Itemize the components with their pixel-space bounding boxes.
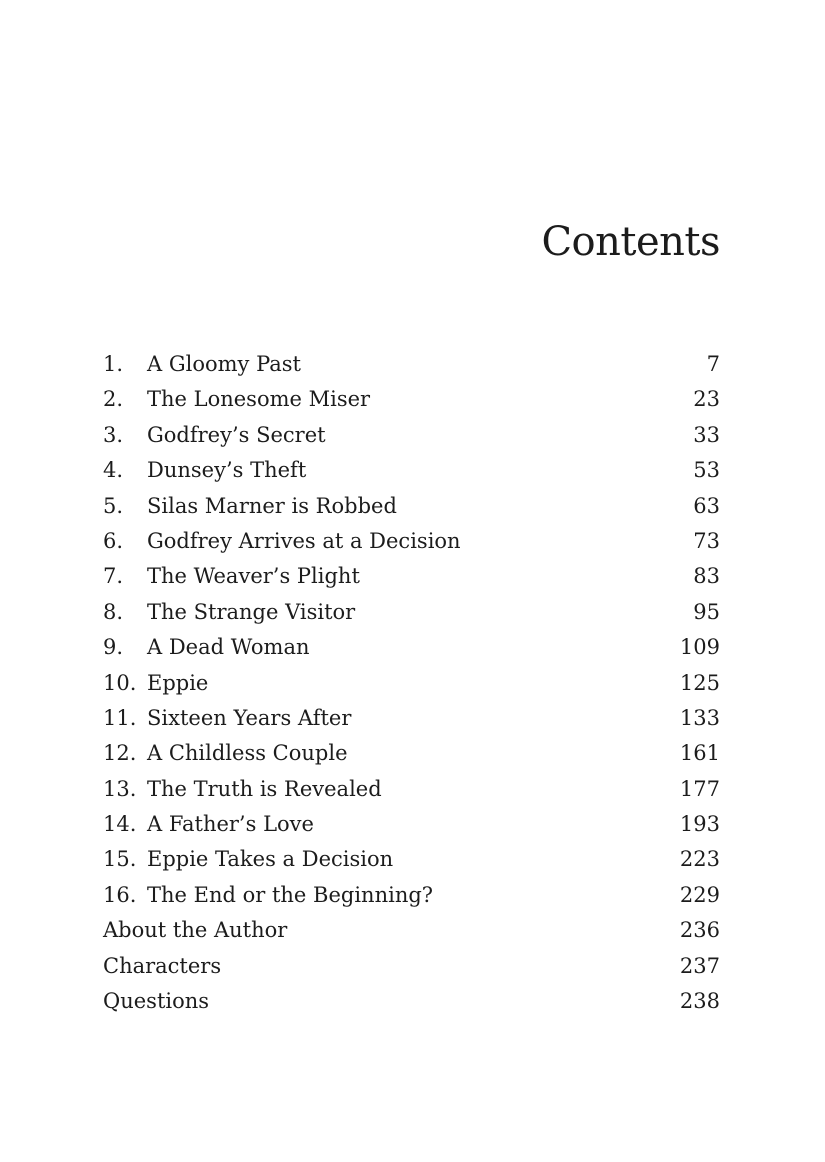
page-number: 223: [679, 847, 720, 872]
toc-entry[interactable]: [103, 489, 720, 524]
page-number: 193: [679, 812, 720, 837]
chapter-number: 13.: [103, 776, 137, 801]
page-number: 237: [679, 953, 720, 978]
page-number: 95: [693, 599, 720, 624]
page-number: 23: [693, 387, 720, 412]
back-matter-title: Questions: [103, 989, 210, 1014]
page-number: 63: [693, 493, 720, 518]
toc-entry-back-matter[interactable]: [103, 949, 720, 984]
toc-entry[interactable]: [103, 595, 720, 630]
chapter-title: Sixteen Years After: [147, 705, 352, 730]
page-number: 161: [679, 741, 720, 766]
toc-entry[interactable]: [103, 418, 720, 453]
chapter-number: 14.: [103, 812, 137, 837]
back-matter-title: Characters: [103, 953, 222, 978]
toc-entry-back-matter[interactable]: [103, 913, 720, 948]
chapter-number: 8.: [103, 599, 124, 624]
toc-entry[interactable]: [103, 701, 720, 736]
chapter-number: 2.: [103, 387, 124, 412]
toc-entry[interactable]: [103, 842, 720, 877]
page-number: 109: [679, 635, 720, 660]
toc-entry-back-matter[interactable]: [103, 984, 720, 1019]
page-number: 229: [679, 882, 720, 907]
toc-entry[interactable]: [103, 807, 720, 842]
page-number: 177: [679, 776, 720, 801]
page-number: 53: [693, 458, 720, 483]
toc-entry[interactable]: [103, 666, 720, 701]
chapter-number: 16.: [103, 882, 137, 907]
page-number: 236: [679, 918, 720, 943]
chapter-title: A Dead Woman: [147, 635, 310, 660]
toc-entry[interactable]: [103, 347, 720, 382]
toc-entry[interactable]: [103, 772, 720, 807]
chapter-title: Silas Marner is Robbed: [147, 493, 397, 518]
chapter-title: The Weaver’s Plight: [147, 564, 360, 589]
chapter-number: 5.: [103, 493, 124, 518]
chapter-title: Godfrey Arrives at a Decision: [147, 528, 461, 553]
chapter-title: A Father’s Love: [147, 812, 314, 837]
chapter-number: 10.: [103, 670, 137, 695]
page-number: 238: [679, 989, 720, 1014]
toc-entry[interactable]: [103, 453, 720, 488]
chapter-number: 3.: [103, 422, 124, 447]
toc-entry[interactable]: [103, 524, 720, 559]
table-of-contents: [103, 347, 720, 1019]
page-number: 7: [706, 352, 720, 376]
chapter-title: Dunsey’s Theft: [147, 458, 307, 483]
chapter-number: 9.: [103, 635, 124, 660]
chapter-title: A Gloomy Past: [147, 352, 301, 376]
toc-entry[interactable]: [103, 559, 720, 594]
chapter-number: 7.: [103, 564, 124, 589]
chapter-title: Eppie: [147, 670, 209, 695]
toc-entry[interactable]: [103, 736, 720, 771]
chapter-number: 4.: [103, 458, 124, 483]
page-number: 73: [693, 528, 720, 553]
chapter-title: The Lonesome Miser: [147, 387, 371, 412]
page-number: 83: [693, 564, 720, 589]
page-number: 125: [679, 670, 720, 695]
chapter-title: The End or the Beginning?: [147, 882, 434, 907]
chapter-number: 12.: [103, 741, 137, 766]
chapter-number: 6.: [103, 528, 124, 553]
chapter-title: The Strange Visitor: [147, 599, 356, 624]
toc-entry[interactable]: [103, 630, 720, 665]
page-number: 133: [679, 705, 720, 730]
back-matter-title: About the Author: [103, 918, 288, 943]
chapter-number: 1.: [103, 352, 124, 376]
chapter-title: A Childless Couple: [147, 741, 348, 766]
toc-entry[interactable]: [103, 382, 720, 417]
chapter-title: The Truth is Revealed: [147, 776, 382, 801]
chapter-title: Godfrey’s Secret: [147, 422, 326, 447]
toc-entry[interactable]: [103, 878, 720, 913]
chapter-number: 11.: [103, 705, 137, 730]
chapter-title: Eppie Takes a Decision: [147, 847, 394, 872]
chapter-number: 15.: [103, 847, 137, 872]
page-title: Contents: [541, 219, 720, 265]
page-number: 33: [693, 422, 720, 447]
